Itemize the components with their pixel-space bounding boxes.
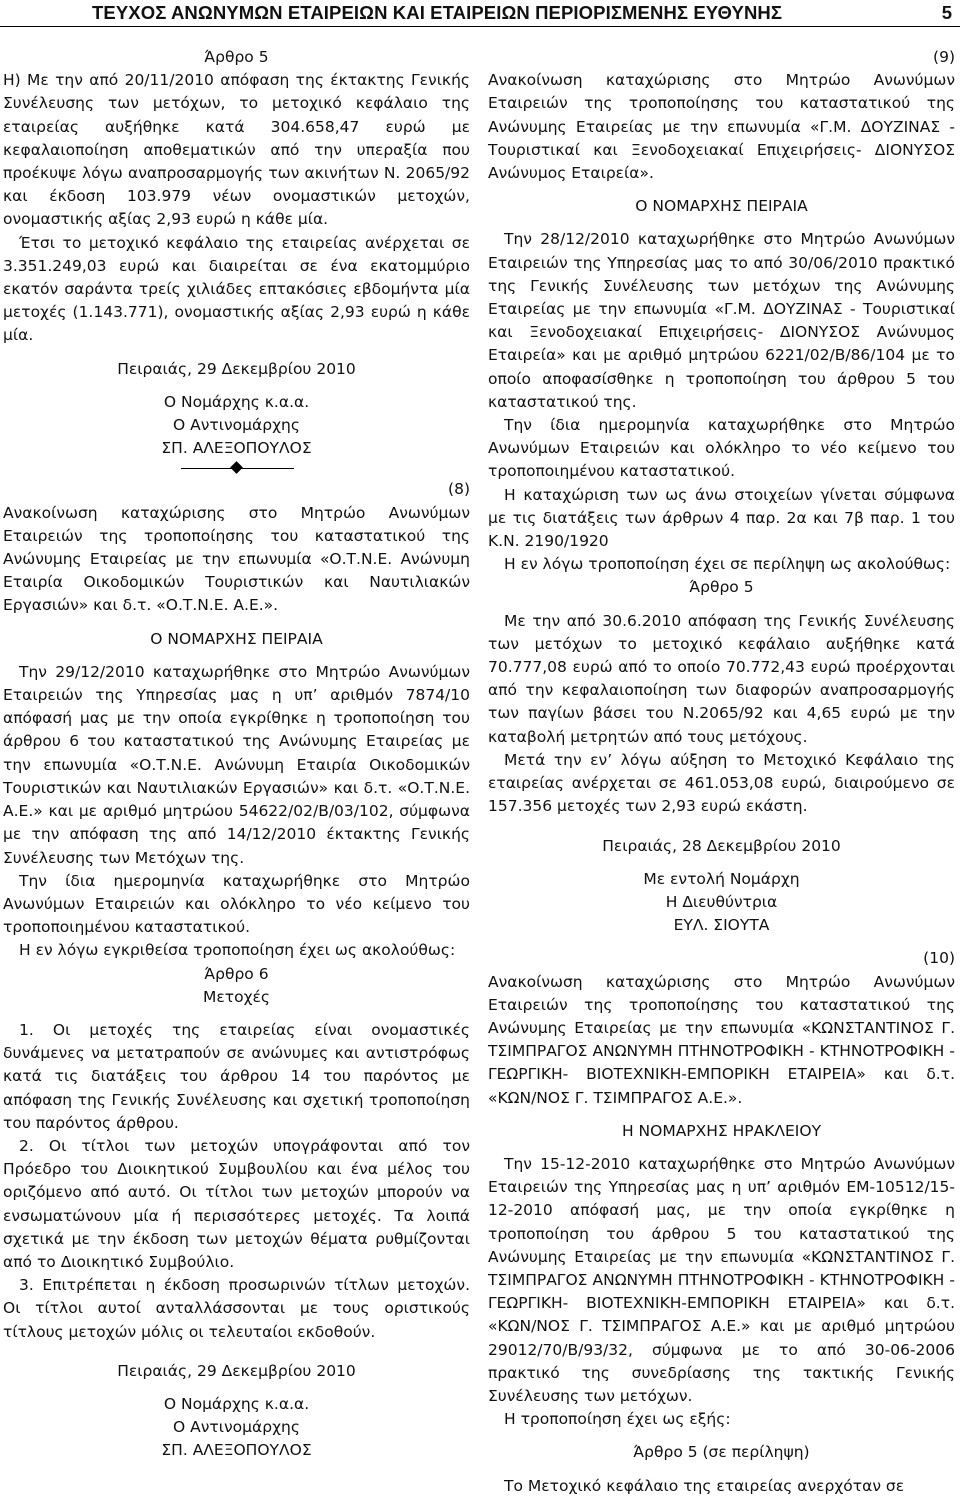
authority-heading: Ο ΝΟΜΑΡΧΗΣ ΠΕΙΡΑΙΑ: [150, 629, 323, 648]
signatory-name: ΣΠ. ΑΛΕΞΟΠΟΥΛΟΣ: [161, 1441, 312, 1460]
article-heading: Άρθρο 6: [204, 964, 269, 983]
article-heading: Άρθρο 5 (σε περίληψη): [633, 1443, 810, 1462]
signatory-role: Ο Αντινομάρχης: [173, 416, 300, 435]
paragraph: Η) Με την από 20/11/2010 απόφαση της έκτακτης Γενικής Συνέλευσης των μετόχων, το μετοχικό κεφάλαιο της εταιρείας αυξήθηκε κατά 304.658,47 ευρώ με κεφαλαιοποίηση αποθεματικών από την υπεραξία που προέκυψε λόγω αναπροσαρμογής των ακινήτων Ν. 2065/92 και έκδοση 103.979 νέων ονομαστικών μετοχών, ονομαστικής αξίας 2,93 ευρώ η κάθε μία.: [3, 71, 470, 229]
signatory-name: ΣΠ. ΑΛΕΞΟΠΟΥΛΟΣ: [161, 439, 312, 458]
paragraph: Η καταχώριση των ως άνω στοιχείων γίνεται σύμφωνα με τις διατάξεις των άρθρων 4 παρ. 2α και 7β παρ. 1 του Κ.Ν. 2190/1920: [488, 485, 955, 551]
paragraph: Την 29/12/2010 καταχωρήθηκε στο Μητρώο Ανωνύμων Εταιρειών της Υπηρεσίας μας η υπ’ αριθμόν 7874/10 απόφασή μας με την οποία εγκρίθηκε η τροποποίηση του άρθρου 6 του καταστατικού της Ανώνυμης Εταιρείας με την επωνυμία «Ο.Τ.Ν.Ε. Ανώνυμη Εταιρία Οικοδομικών Τουριστικών και Ναυτιλιακών Εργασιών» και δ.τ. «Ο.Τ.Ν.Ε. Α.Ε.» και με αριθμό μητρώου 54622/02/Β/03/102, σύμφωνα με την απόφαση της από 14/12/2010 έκτακτης Γενικής Συνέλευσης των Μετόχων της.: [3, 662, 470, 867]
notice-number: (10): [923, 949, 955, 968]
notice-title: Ανακοίνωση καταχώρισης στο Μητρώο Ανωνύμων Εταιρειών της τροποποίησης του καταστατικού της Ανώνυμης Εταιρείας με την επωνυμία «ΚΩΝΣΤΑΝΤΙΝΟΣ Γ. ΤΣΙΜΠΡΑΓΟΣ ΑΝΩΝΥΜΗ ΠΤΗΝΟΤΡΟΦΙΚΗ - ΚΤΗΝΟΤΡΟΦΙΚΗ - ΓΕΩΡΓΙΚΗ- ΒΙΟΤΕΧΝΙΚΗ-ΕΜΠΟΡΙΚΗ ΕΤΑΙΡΕΙΑ» και δ.τ. «ΚΩΝ/ΝΟΣ Γ. ΤΣΙΜΠΡΑΓΟΣ Α.Ε.».: [488, 972, 955, 1107]
place-date: Πειραιάς, 28 Δεκεμβρίου 2010: [602, 836, 841, 855]
paragraph: Την 28/12/2010 καταχωρήθηκε στο Μητρώο Ανωνύμων Εταιρειών της Υπηρεσίας μας το από 30/06/2010 πρακτικό της Γενικής Συνέλευσης των μετόχων της Ανώνυμης Εταιρείας με την επωνυμία «Γ.Μ. ΔΟΥΖΙΝΑΣ - Τουριστικαί και Ξενοδοχειακαί Επιχειρήσεις- ΔΙΟΝΥΣΟΣ Ανώνυμος Εταιρεία» και με αριθμό μητρώου 6221/02/Β/86/104 με το οποίο αποφασίσθηκε η τροποποίηση του άρθρου 5 του καταστατικού της.: [488, 230, 955, 411]
paragraph: Η τροποποίηση έχει ως εξής:: [504, 1410, 731, 1429]
paragraph: Η εν λόγω τροποποίηση έχει σε περίληψη ως ακολούθως:: [504, 555, 951, 574]
right-column: [488, 46, 955, 1498]
paragraph: Το Μετοχικό κεφάλαιο της εταιρείας ανερχόταν σε: [504, 1476, 905, 1495]
notice-title: Ανακοίνωση καταχώρισης στο Μητρώο Ανωνύμων Εταιρειών της τροποποίησης του καταστατικού της Ανώνυμης Εταιρείας με την επωνυμία «Ο.Τ.Ν.Ε. Ανώνυμη Εταιρία Οικοδομικών Τουριστικών και Ναυτιλιακών Εργασιών» και δ.τ. «Ο.Τ.Ν.Ε. Α.Ε.».: [3, 503, 470, 615]
paragraph: Μετά την εν’ λόγω αύξηση το Μετοχικό Κεφάλαιο της εταιρείας ανέρχεται σε 461.053,08 ευρώ, διαιρούμενο σε 157.356 μετοχές των 2,93 ευρώ εκάστη.: [488, 750, 955, 816]
article-heading: Άρθρο 5: [204, 48, 269, 66]
left-column: [3, 46, 470, 1463]
paragraph: Την 15-12-2010 καταχωρήθηκε στο Μητρώο Ανωνύμων Εταιρειών της Υπηρεσίας μας η υπ’ αριθμόν ΕΜ-10512/15-12-2010 απόφασή μας, με την οποία εγκρίθηκε η τροποποίηση του άρθρου 5 του καταστατικού της Ανώνυμης Εταιρείας με την επωνυμία «ΚΩΝΣΤΑΝΤΙΝΟΣ Γ. ΤΣΙΜΠΡΑΓΟΣ ΑΝΩΝΥΜΗ ΠΤΗΝΟΤΡΟΦΙΚΗ - ΚΤΗΝΟΤΡΟΦΙΚΗ - ΓΕΩΡΓΙΚΗ- ΒΙΟΤΕΧΝΙΚΗ-ΕΜΠΟΡΙΚΗ ΕΤΑΙΡΕΙΑ» και δ.τ. «ΚΩΝ/ΝΟΣ Γ. ΤΣΙΜΠΡΑΓΟΣ Α.Ε.» και με αριθμό μητρώου 29012/70/Β/93/32, σύμφωνα με το από 30-06-2006 πρακτικό της συνεδρίασης της τακτικής Γενικής Συνέλευσης των μετόχων.: [488, 1154, 955, 1405]
gazette-title: ΤΕΥΧΟΣ ΑΝΩΝΥΜΩΝ ΕΤΑΙΡΕΙΩΝ ΚΑΙ ΕΤΑΙΡΕΙΩΝ ΠΕΡΙΟΡΙΣΜΕΝΗΣ ΕΥΘΥΝΗΣ: [92, 2, 783, 23]
authority-heading: Η ΝΟΜΑΡΧΗΣ ΗΡΑΚΛΕΙΟΥ: [621, 1121, 822, 1140]
notice-title: Ανακοίνωση καταχώρισης στο Μητρώο Ανωνύμων Εταιρειών της τροποποίησης του καταστατικού της Ανώνυμης Εταιρείας με την επωνυμία «Γ.Μ. ΔΟΥΖΙΝΑΣ - Τουριστικαί και Ξενοδοχειακαί Επιχειρήσεις- ΔΙΟΝΥΣΟΣ Ανώνυμος Εταιρεία».: [488, 71, 955, 183]
signatory-title: Με εντολή Νομάρχη: [643, 869, 800, 888]
notice-number: (9): [933, 48, 955, 66]
paragraph: Η εν λόγω εγκριθείσα τροποποίηση έχει ως ακολούθως:: [19, 941, 456, 960]
page-number: 5: [941, 2, 952, 23]
paragraph: 2. Οι τίτλοι των μετοχών υπογράφονται από τον Πρόεδρο του Διοικητικού Συμβουλίου και ένα μέλος του οριζόμενο από αυτό. Οι τίτλοι των μετοχών μπορούν να ενσωματώνουν μία ή περισσότερες μετοχές. Τα λοιπά σχετικά με την έκδοση των μετοχών θέματα ρυθμίζονται από το Διοικητικό Συμβούλιο.: [3, 1136, 470, 1271]
notice-number: (8): [448, 480, 470, 499]
paragraph: 3. Επιτρέπεται η έκδοση προσωρινών τίτλων μετοχών. Οι τίτλοι αυτοί ανταλλάσσονται με τους οριστικούς τίτλους μετοχών μόλις οι τελευταίοι εκδοθούν.: [3, 1276, 470, 1341]
paragraph: Έτσι το μετοχικό κεφάλαιο της εταιρείας ανέρχεται σε 3.351.249,03 ευρώ και διαιρείται σε ένα εκατομμύριο εκατόν σαράντα τρείς χιλιάδες επτακόσιες εβδομήντα μία μετοχές (1.143.771), ονομαστικής αξίας 2,93 ευρώ η κάθε μία.: [3, 233, 470, 345]
signatory-title: Ο Νομάρχης κ.α.α.: [163, 1394, 310, 1413]
paragraph: Την ίδια ημερομηνία καταχωρήθηκε στο Μητρώο Ανωνύμων Εταιρειών και ολόκληρο το νέο κείμενο του τροποποιημένου καταστατικού.: [3, 871, 470, 937]
diamond-ornament: [230, 462, 243, 475]
place-date: Πειραιάς, 29 Δεκεμβρίου 2010: [117, 1361, 356, 1380]
section-divider: [3, 460, 470, 478]
signatory-name: ΕΥΛ. ΣΙΟΥΤΑ: [673, 916, 770, 935]
paragraph: Την ίδια ημερομηνία καταχωρήθηκε στο Μητρώο Ανωνύμων Εταιρειών και ολόκληρο το νέο κείμενο του τροποποιημένου καταστατικού.: [488, 416, 955, 481]
article-heading: Άρθρο 5: [689, 578, 754, 597]
signatory-role: Ο Αντινομάρχης: [173, 1418, 300, 1437]
page-header: [0, 0, 960, 27]
authority-heading: Ο ΝΟΜΑΡΧΗΣ ΠΕΙΡΑΙΑ: [635, 197, 808, 216]
article-subheading: Μετοχές: [203, 987, 270, 1006]
place-date: Πειραιάς, 29 Δεκεμβρίου 2010: [117, 359, 356, 378]
signatory-title: Ο Νομάρχης κ.α.α.: [163, 392, 310, 411]
paragraph: Με την από 30.6.2010 απόφαση της Γενικής Συνέλευσης των μετόχων το μετοχικό κεφάλαιο αυξήθηκε κατά 70.777,08 ευρώ από το οποίο 70.772,43 ευρώ προέρχονται από την κεφαλαιοποίηση των διαφορών αναπροσαρμογής των παγίων βάσει του Ν.2065/92 και 4,65 ευρώ με την καταβολή μετρητών από τους μετόχους.: [488, 611, 955, 746]
paragraph: 1. Οι μετοχές της εταιρείας είναι ονομαστικές δυνάμενες να μετατραπούν σε ανώνυμες και αντιστρόφως κατά τις διατάξεις του άρθρου 14 του παρόντος με απόφαση της Γενικής Συνέλευσης και σχετική τροποποίηση του παρόντος άρθρου.: [3, 1020, 470, 1132]
signatory-role: Η Διευθύντρια: [665, 892, 778, 911]
